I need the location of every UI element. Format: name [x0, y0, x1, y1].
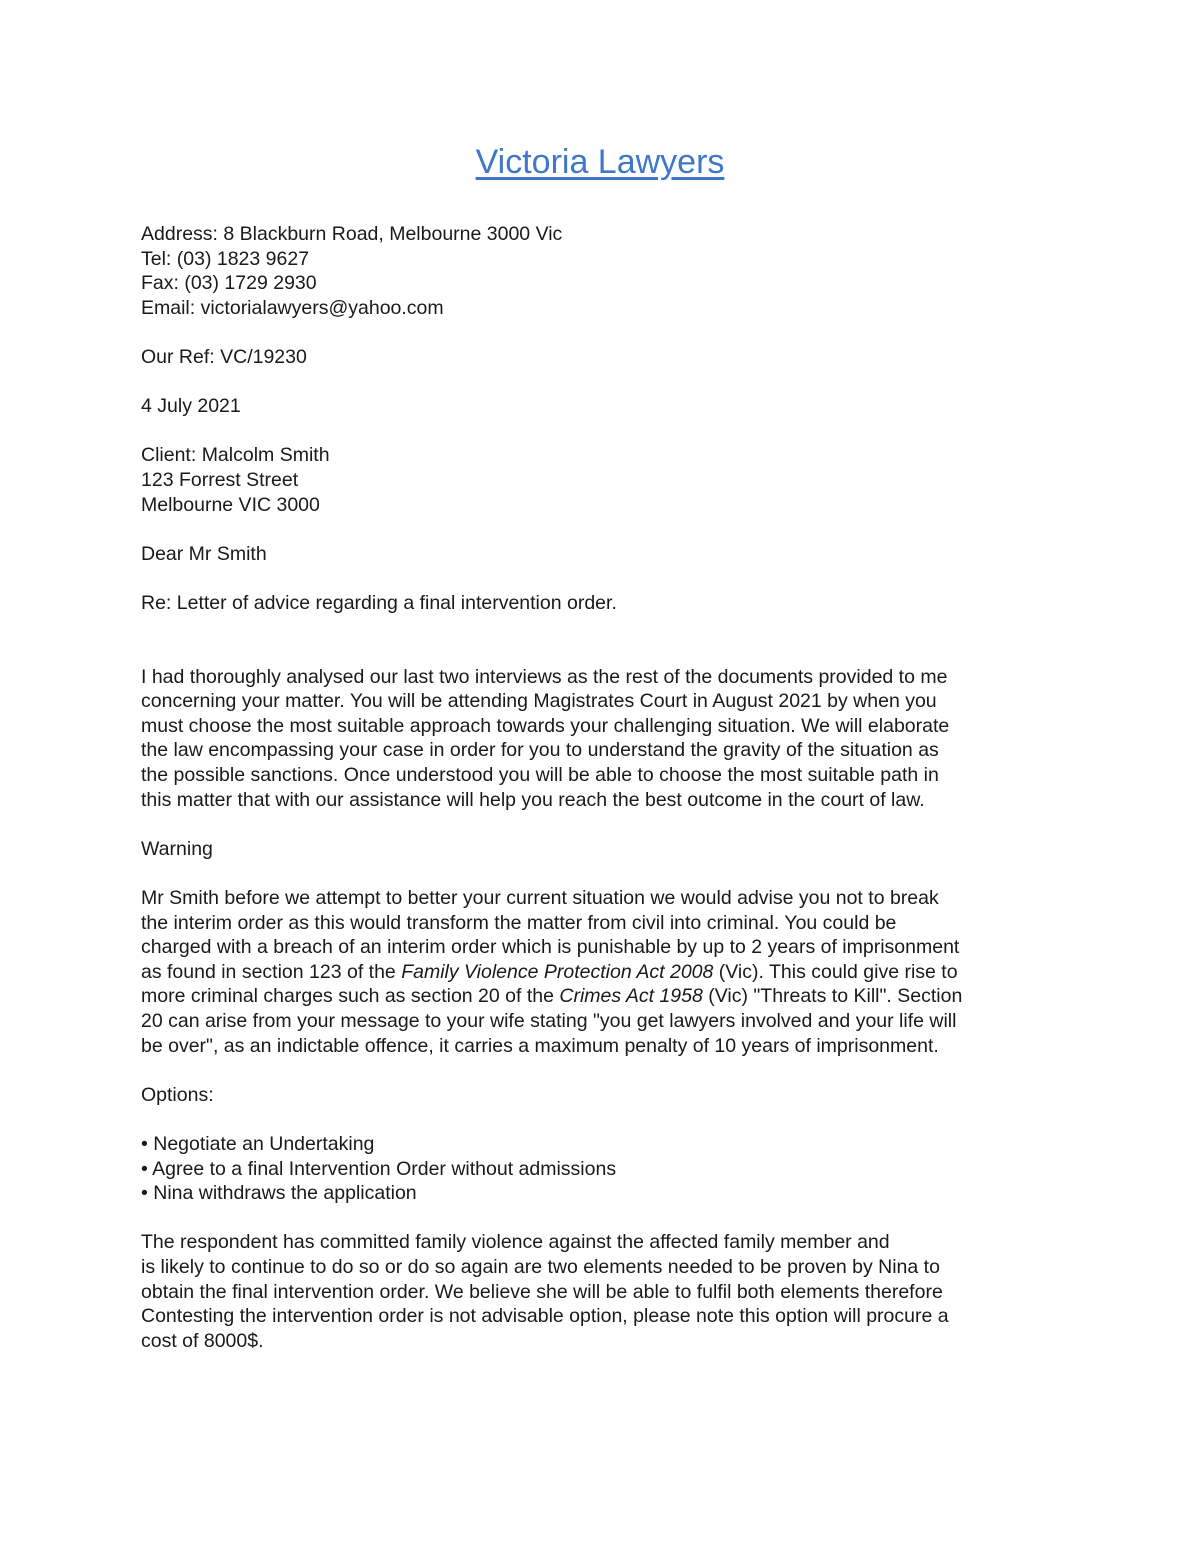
intro-line: the law encompassing your case in order for you to understand the gravity of the situation as: [141, 739, 939, 762]
options-heading: Options:: [141, 1083, 214, 1106]
warning-line: charged with a breach of an interim order which is punishable by up to 2 years of imprisonment: [141, 936, 960, 959]
act-citation-family-violence: Family Violence Protection Act 2008: [401, 960, 714, 983]
warning-line: Mr Smith before we attempt to better your current situation we would advise you not to break: [141, 887, 939, 910]
warning-line: [141, 984, 1061, 1009]
letter-date: 4 July 2021: [141, 395, 241, 418]
warning-line: 20 can arise from your message to your wife stating "you get lawyers involved and your life will: [141, 1010, 957, 1032]
closing-line: is likely to continue to do so or do so again are two elements needed to be proven by Nina to: [141, 1255, 940, 1278]
client-street: 123 Forrest Street: [141, 468, 299, 491]
firm-email: Email: victorialawyers@yahoo.com: [141, 296, 444, 319]
client-city: Melbourne VIC 3000: [141, 493, 320, 516]
intro-line: concerning your matter. You will be attending Magistrates Court in August 2021 by when you: [141, 690, 937, 713]
intro-paragraph: [141, 665, 1061, 813]
intro-line: this matter that with our assistance will help you reach the best outcome in the court of law.: [141, 788, 925, 811]
firm-tel: Tel: (03) 1823 9627: [141, 247, 310, 270]
warning-heading: Warning: [141, 837, 213, 860]
warning-paragraph: [141, 886, 1061, 1058]
letter-body: [141, 222, 1061, 1353]
intro-line: I had thoroughly analysed our last two interviews as the rest of the documents provided to me: [141, 665, 948, 688]
subject-line: Re: Letter of advice regarding a final intervention order.: [141, 591, 617, 614]
options-list: [141, 1132, 1061, 1206]
closing-paragraph: [141, 1230, 1061, 1353]
firm-fax: Fax: (03) 1729 2930: [141, 272, 317, 295]
closing-line: cost of 8000$.: [141, 1329, 264, 1352]
intro-line: must choose the most suitable approach towards your challenging situation. We will elaborate: [141, 714, 950, 737]
closing-line: obtain the final intervention order. We believe she will be able to fulfil both elements therefore: [141, 1280, 943, 1303]
warning-line: [141, 960, 1061, 985]
warning-text: more criminal charges such as section 20 of the: [141, 985, 560, 1008]
salutation: Dear Mr Smith: [141, 542, 267, 565]
client-name: Client: Malcolm Smith: [141, 444, 330, 467]
closing-line: Contesting the intervention order is not advisable option, please note this option will procure a: [141, 1305, 949, 1328]
intro-line: the possible sanctions. Once understood you will be able to choose the most suitable path in: [141, 764, 939, 787]
option-item: • Negotiate an Undertaking: [141, 1132, 375, 1155]
warning-line: be over", as an indictable offence, it carries a maximum penalty of 10 years of imprisonment.: [141, 1034, 939, 1057]
warning-text: as found in section 123 of the: [141, 960, 402, 983]
firm-title: Victoria Lawyers: [475, 143, 725, 181]
firm-address: Address: 8 Blackburn Road, Melbourne 3000 Vic: [141, 223, 563, 245]
warning-text: (Vic). This could give rise to: [713, 960, 958, 983]
option-item: • Nina withdraws the application: [141, 1182, 417, 1205]
warning-line: the interim order as this would transform the matter from civil into criminal. You could be: [141, 911, 897, 934]
option-item: • Agree to a final Intervention Order without admissions: [141, 1157, 617, 1180]
warning-text: (Vic) "Threats to Kill". Section: [702, 985, 963, 1008]
our-reference: Our Ref: VC/19230: [141, 345, 307, 368]
act-citation-crimes: Crimes Act 1958: [559, 985, 703, 1008]
closing-line: The respondent has committed family violence against the affected family member and: [141, 1231, 890, 1254]
